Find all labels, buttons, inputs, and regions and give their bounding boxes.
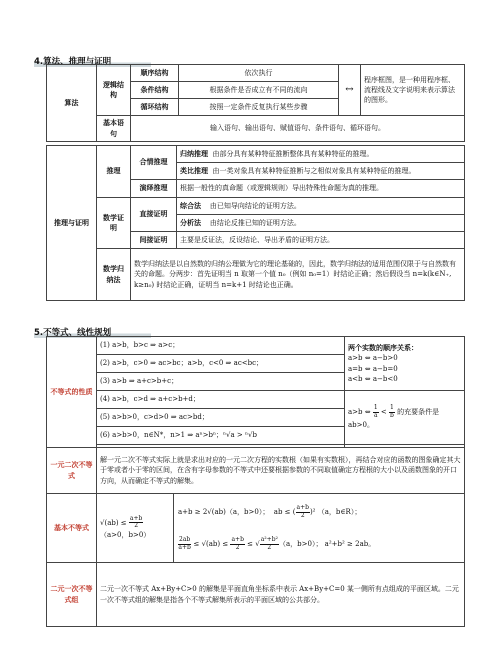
basic-ineq-cell — [97, 494, 465, 563]
section-5-title: 5.不等式、线性规划 — [34, 326, 151, 338]
deduct-desc: 根据一般性的真命题（或逻辑规则）导出特殊性命题为真的推理。 — [177, 180, 465, 198]
reciprocal-rule: a>b ⇔ $\frac{1}{a}$ < $\frac{1}{b}$ 的充要条件是 ab>0。 — [345, 391, 465, 445]
anal-row: 分析法 由结论反推已知的证明方法。 — [177, 215, 465, 232]
plausible-label: 合情推理 — [131, 146, 177, 180]
props-label: 不等式的性质 — [47, 337, 97, 448]
lp-label: 二元一次不等式组 — [47, 563, 97, 627]
synth-row: 综合法 由已知导向结论的证明方法。 — [177, 198, 465, 215]
math-proof-label: 数学证明 — [97, 198, 131, 249]
mi-desc: 数学归纳法是以自然数的归纳公理做为它的理论基础的，因此，数学归纳法的适用范围仅限于与自然数有关的命题。分两步：首先证明当 n 取第一个值 n₀（例如 n₀=1）时结论正确；然后假设当 n=k(k∈N₊, k≥n₀) 时结论正确，证明当 n=k+1 时结论也正确。 — [131, 249, 465, 301]
induct-row: 归纳推理 由部分具有某种特征推断整体具有某种特征的推理。 — [177, 146, 465, 163]
struct-desc: 根据条件是否成立有不同的流向 — [179, 82, 339, 99]
inequality-table — [46, 336, 465, 627]
basic-ineq-label: 基本不等式 — [47, 494, 97, 563]
struct-name: 循环结构 — [131, 99, 179, 116]
analog-row: 类比推理 由一类对象具有某种特征推断与之相似对象具有某种特征的推理。 — [177, 163, 465, 180]
logic-label: 逻辑结构 — [97, 65, 131, 116]
algo-label: 算法 — [47, 65, 97, 142]
direct-label: 直接证明 — [131, 198, 177, 232]
struct-desc: 按照一定条件反复执行某些步骤 — [179, 99, 339, 116]
mi-label: 数学归纳法 — [97, 249, 131, 301]
reason-label: 推理 — [97, 146, 131, 198]
order-relation: 两个实数的顺序关系： a>b ⇔ a−b>0 a=b ⇔ a−b=0 a<b ⇔ a−b<0 — [345, 337, 465, 391]
prop-item: (6) a>b>0，n∈N*，n>1 ⇒ aⁿ>bⁿ；ⁿ√a > ⁿ√b — [97, 427, 345, 445]
lp-desc: 二元一次不等式 Ax+By+C>0 的解集是平面直角坐标系中表示 Ax+By+C=0 某一侧所有点组成的平面区域。二元一次不等式组的解集是指各个不等式解集所表示的平面区域的公共部分。 — [97, 563, 465, 627]
struct-name: 顺序结构 — [131, 65, 179, 82]
basic-stmt-label: 基本语句 — [97, 116, 131, 142]
basic-ineq-left: √(ab) ≤ $\frac{a+b}{2}$ （a>0，b>0） — [97, 494, 174, 562]
indirect-label: 间接证明 — [131, 232, 177, 249]
prop-item: (5) a>b>0，c>d>0 ⇒ ac>bd； — [97, 409, 345, 427]
prop-item: (2) a>b，c>0 ⇒ ac>bc；a>b，c<0 ⇒ ac<bc； — [97, 355, 345, 373]
flowchart-note: 程序框图，是一种用程序框、流程线及文字说明来表示算法的图形。 — [361, 65, 465, 116]
basic-ineq-right: a+b ≥ 2√(ab)（a，b>0）； ab ≤ ( $\frac{a+b}{2}$ )² （a，b∈R）； $\frac{2ab}{a+b}$ ≤ √(ab) ≤ $\frac{a+b}{2}$ ≤ √ $\frac{\text{a²+b²}}{2}$ （a，b>0）； a²+b² ≥ 2ab。 — [178, 503, 376, 551]
quad-label: 一元二次不等式 — [47, 448, 97, 494]
double-arrow-icon: ↔ — [339, 65, 361, 116]
deduct-label: 演绎推理 — [131, 180, 177, 198]
quad-desc: 解一元二次不等式实际上就是求出对应的一元二次方程的实数根（如果有实数根），再结合对应的函数的图象确定其大于零或者小于零的区间，在含有字母参数的不等式中还要根据参数的不同取值确定方程根的大小以及函数图象的开口方向，从而确定不等式的解集。 — [97, 448, 465, 494]
prop-item: (3) a>b ⇒ a+c>b+c； — [97, 373, 345, 391]
indirect-desc: 主要是反证法，反设结论、导出矛盾的证明方法。 — [177, 232, 465, 249]
prop-item: (4) a>b，c>d ⇒ a+c>b+d； — [97, 391, 345, 409]
proof-table — [46, 145, 465, 301]
basic-stmt-desc: 输入语句、输出语句、赋值语句、条件语句、循环语句。 — [131, 116, 465, 142]
prop-item: (1) a>b，b>c ⇒ a>c； — [97, 337, 345, 355]
algorithm-table — [46, 64, 465, 142]
struct-name: 条件结构 — [131, 82, 179, 99]
section-4-title: 4.算法、推理与证明 — [34, 55, 151, 67]
struct-desc: 依次执行 — [179, 65, 339, 82]
proof-label: 推理与证明 — [47, 146, 97, 301]
